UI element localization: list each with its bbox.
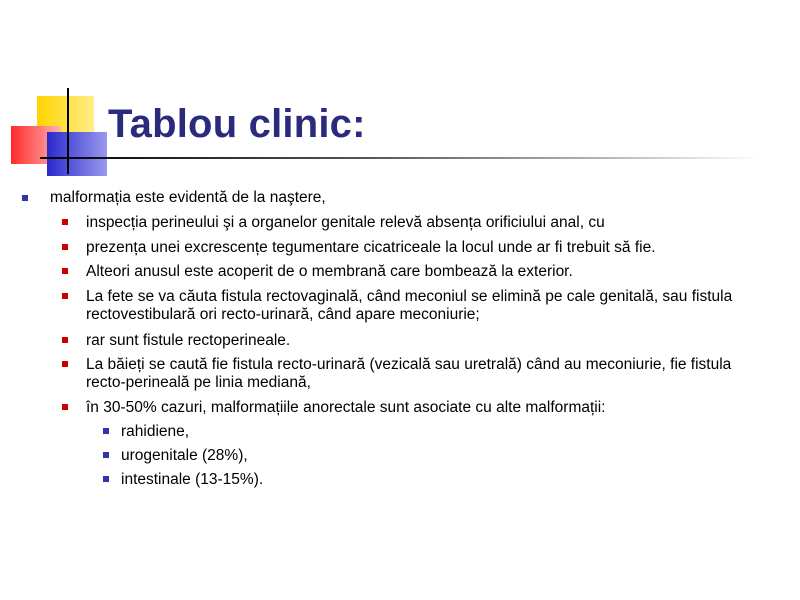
title-underline <box>40 157 760 159</box>
bullet-marker <box>103 428 109 434</box>
bullet-item <box>86 399 746 417</box>
bullet-item <box>86 214 746 232</box>
bullet-text: Alteori anusul este acoperit de o membrană care bombează la exterior. <box>86 263 573 280</box>
bullet-marker <box>62 361 68 367</box>
bullet-item <box>50 189 750 207</box>
bullet-text: prezența unei excrescențe tegumentare cicatriceale la locul unde ar fi trebuit să fie. <box>86 239 656 256</box>
bullet-marker <box>62 337 68 343</box>
bullet-text: în 30-50% cazuri, malformațiile anorectale sunt asociate cu alte malformații: <box>86 399 606 416</box>
bullet-marker <box>103 452 109 458</box>
bullet-item <box>86 263 746 281</box>
bullet-text: urogenitale (28%), <box>121 447 248 464</box>
bullet-marker <box>62 244 68 250</box>
bullet-marker <box>62 293 68 299</box>
bullet-marker <box>103 476 109 482</box>
bullet-text: malformația este evidentă de la naştere, <box>50 189 326 206</box>
bullet-text: La fete se va căuta fistula rectovaginală, când meconiul se elimină pe cale genitală, sau fistula rectovestibulară ori recto-urinară, când apare meconiurie; <box>86 288 733 323</box>
bullet-item <box>121 471 721 489</box>
bullet-text: intestinale (13-15%). <box>121 471 264 488</box>
bullet-item <box>121 447 721 465</box>
slide-logo-decoration <box>0 0 110 180</box>
bullet-text: inspecția perineului şi a organelor genitale relevă absența orificiului anal, cu <box>86 214 605 231</box>
bullet-item <box>86 239 746 257</box>
bullet-item <box>121 423 721 441</box>
bullet-item <box>86 288 746 324</box>
bullet-item <box>86 332 746 350</box>
bullet-text: rar sunt fistule rectoperineale. <box>86 332 291 349</box>
blue-square-decoration <box>47 132 107 176</box>
vertical-rule-decoration <box>67 88 69 174</box>
bullet-text: rahidiene, <box>121 423 190 440</box>
bullet-marker <box>62 219 68 225</box>
bullet-text: La băieți se caută fie fistula recto-urinară (vezicală sau uretrală) când au meconiurie, fie fistula recto-perineală pe linia mediană, <box>86 356 732 391</box>
slide-title: Tablou clinic: <box>108 102 366 146</box>
bullet-item <box>86 356 746 392</box>
bullet-marker <box>62 404 68 410</box>
bullet-marker <box>62 268 68 274</box>
bullet-marker <box>22 195 28 201</box>
